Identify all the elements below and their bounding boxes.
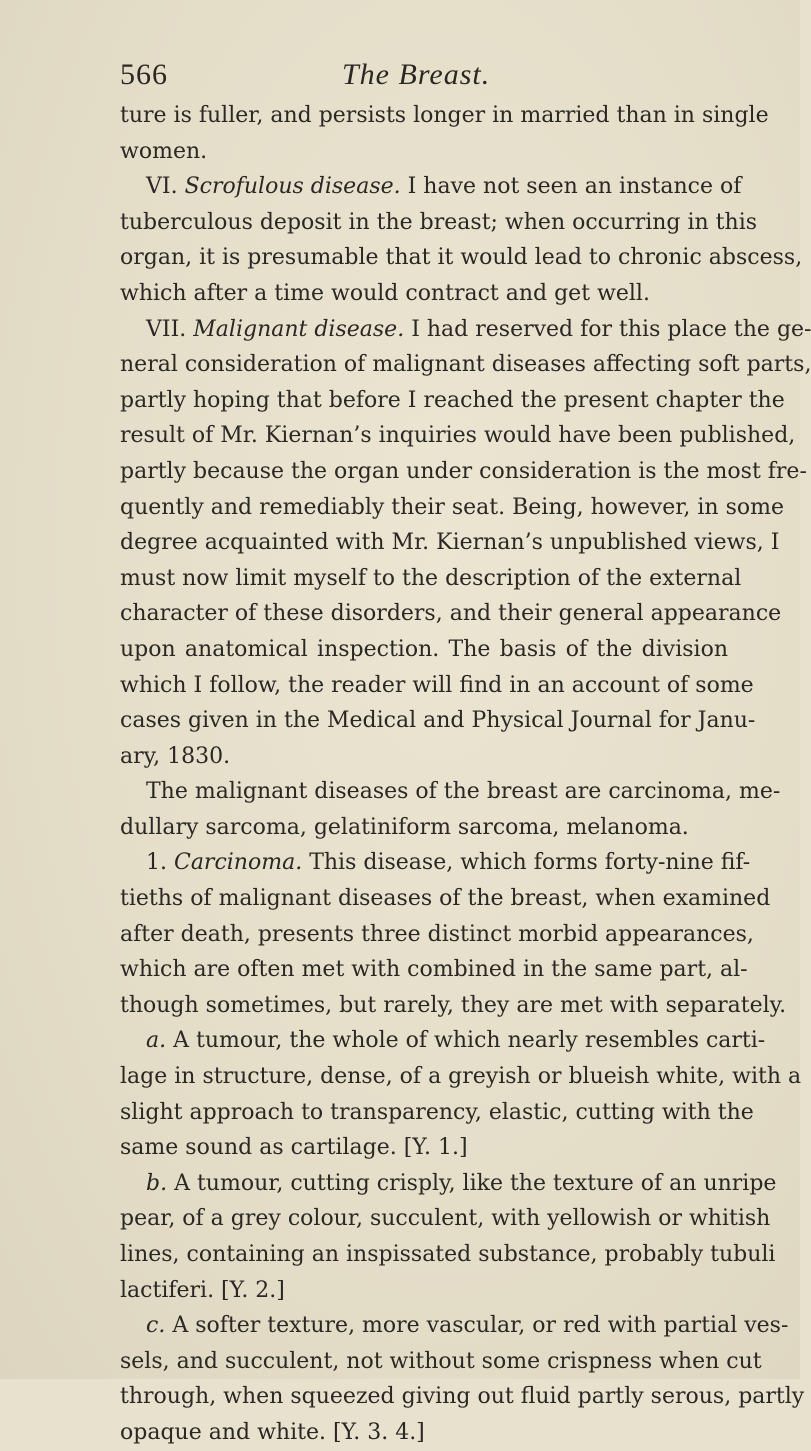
- text-run: A softer texture, more vascular, or red with partial ves-: [165, 1313, 789, 1339]
- running-title: The Breast.: [342, 58, 491, 91]
- italic-text: Malignant disease.: [193, 316, 405, 342]
- text-run: partly because the organ under consideration is the most fre-: [120, 458, 807, 484]
- text-run: sels, and succulent, not without some crispness when cut: [120, 1348, 762, 1374]
- text-line: [120, 1166, 777, 1202]
- text-line: [120, 454, 807, 490]
- text-run: which I follow, the reader will find in an account of some: [120, 672, 754, 698]
- text-run: quently and remediably their seat. Being, however, in some: [120, 494, 784, 520]
- text-line: [120, 596, 782, 632]
- text-run: A tumour, the whole of which nearly resembles carti-: [166, 1028, 766, 1054]
- text-line: [120, 347, 811, 383]
- text-line: [120, 1415, 728, 1451]
- page-number: 566: [120, 58, 168, 91]
- text-run: cases given in the Medical and Physical Journal for Janu-: [120, 708, 756, 734]
- italic-text: c.: [146, 1313, 166, 1339]
- text-line: [120, 952, 748, 988]
- text-run: ary, 1830.: [120, 743, 231, 769]
- text-line: [120, 276, 728, 312]
- text-run: result of Mr. Kiernan’s inquiries would have been published,: [120, 423, 796, 449]
- text-line: [120, 739, 728, 775]
- text-run: through, when squeezed giving out fluid partly serous, partly: [120, 1384, 805, 1410]
- text-run: degree acquainted with Mr. Kiernan’s unpublished views, I: [120, 530, 780, 556]
- text-line: [120, 1095, 754, 1131]
- text-run: VI.: [146, 174, 185, 200]
- text-line: [120, 1308, 789, 1344]
- text-run: which after a time would contract and get well.: [120, 280, 650, 306]
- text-line: [120, 1273, 728, 1309]
- text-run: women.: [120, 138, 208, 164]
- text-run: lactiferi. [Y. 2.]: [120, 1277, 285, 1303]
- text-line: [120, 774, 781, 810]
- text-run: pear, of a grey colour, succulent, with yellowish or whitish: [120, 1206, 771, 1232]
- text-run: VII.: [146, 316, 194, 342]
- text-run: I had reserved for this place the ge-: [404, 316, 811, 342]
- italic-text: b.: [146, 1170, 168, 1196]
- text-line: [120, 810, 728, 846]
- text-run: dullary sarcoma, gelatiniform sarcoma, melanoma.: [120, 814, 689, 840]
- text-run: lage in structure, dense, of a greyish or blueish white, with a: [120, 1064, 802, 1090]
- text-line: [120, 169, 742, 205]
- text-line: [120, 988, 787, 1024]
- text-line: [120, 525, 780, 561]
- text-run: A tumour, cutting crisply, like the texture of an unripe: [167, 1170, 777, 1196]
- text-run: after death, presents three distinct morbid appearances,: [120, 921, 754, 947]
- text-line: [120, 632, 728, 668]
- text-run: though sometimes, but rarely, they are met with separately.: [120, 992, 787, 1018]
- text-run: 1.: [146, 850, 174, 876]
- text-run: upon anatomical inspection. The basis of the division: [120, 636, 728, 662]
- text-run: I have not seen an instance of: [400, 174, 742, 200]
- text-run: opaque and white. [Y. 3. 4.]: [120, 1419, 425, 1445]
- text-line: [120, 1237, 776, 1273]
- text-line: [120, 383, 785, 419]
- page-header: [120, 58, 720, 98]
- body-text: [120, 98, 811, 1451]
- text-line: [120, 312, 811, 348]
- text-run: same sound as cartilage. [Y. 1.]: [120, 1135, 468, 1161]
- text-line: [120, 490, 784, 526]
- text-line: [120, 205, 758, 241]
- text-line: [120, 134, 728, 170]
- text-line: [120, 418, 796, 454]
- text-run: tuberculous deposit in the breast; when occurring in this: [120, 209, 758, 235]
- text-line: [120, 1344, 762, 1380]
- italic-text: a.: [146, 1028, 167, 1054]
- text-run: This disease, which forms forty-nine fif-: [302, 850, 751, 876]
- text-run: ture is fuller, and persists longer in married than in single: [120, 103, 769, 128]
- text-line: [120, 561, 742, 597]
- italic-text: Scrofulous disease.: [184, 174, 401, 200]
- text-line: [120, 845, 751, 881]
- text-run: neral consideration of malignant diseases affecting soft parts,: [120, 352, 811, 378]
- text-run: lines, containing an inspissated substance, probably tubuli: [120, 1242, 776, 1267]
- text-run: character of these disorders, and their general appearance: [120, 601, 782, 627]
- italic-text: Carcinoma.: [173, 850, 303, 876]
- text-line: [120, 1130, 728, 1166]
- text-line: [120, 917, 754, 953]
- text-run: slight approach to transparency, elastic, cutting with the: [120, 1099, 754, 1125]
- text-line: [120, 703, 756, 739]
- text-line: [120, 240, 803, 276]
- text-line: [120, 1059, 802, 1095]
- text-line: [120, 98, 769, 134]
- text-line: [120, 881, 771, 917]
- text-run: organ, it is presumable that it would lead to chronic abscess,: [120, 245, 803, 271]
- text-line: [120, 668, 754, 704]
- text-line: [120, 1201, 771, 1237]
- text-run: which are often met with combined in the same part, al-: [120, 957, 748, 983]
- text-run: tieths of malignant diseases of the breast, when examined: [120, 886, 771, 912]
- text-line: [120, 1379, 805, 1415]
- text-run: The malignant diseases of the breast are carcinoma, me-: [146, 779, 781, 805]
- text-run: partly hoping that before I reached the present chapter the: [120, 387, 785, 413]
- text-run: must now limit myself to the description of the external: [120, 565, 742, 591]
- text-line: [120, 1023, 766, 1059]
